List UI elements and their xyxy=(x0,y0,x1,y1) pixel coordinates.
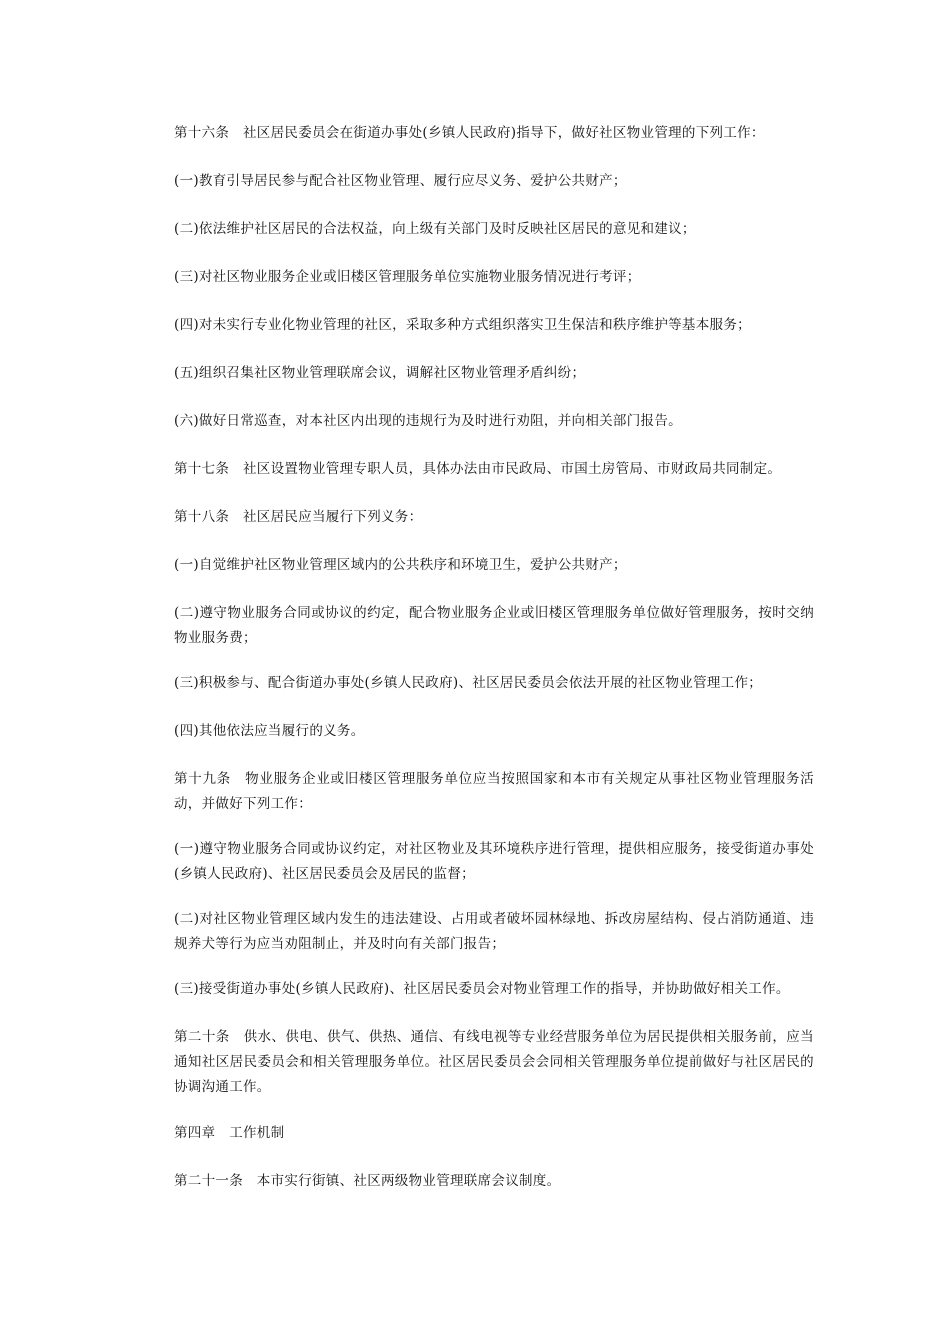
article-16-item-5: (五)组织召集社区物业管理联席会议，调解社区物业管理矛盾纠纷； xyxy=(174,365,586,381)
article-20: 第二十条 供水、供电、供气、供热、通信、有线电视等专业经营服务单位为居民提供相关服务前，应当通知社区居民委员会和相关管理服务单位。社区居民委员会会同相关管理服务单位提前做好与社区居民的协调沟通工作。 xyxy=(174,1029,814,1095)
article-19-item-1: (一)遵守物业服务合同或协议约定，对社区物业及其环境秩序进行管理，提供相应服务，接受街道办事处(乡镇人民政府)、社区居民委员会及居民的监督； xyxy=(174,841,814,882)
article-17: 第十七条 社区设置物业管理专职人员，具体办法由市民政局、市国土房管局、市财政局共同制定。 xyxy=(174,461,782,477)
article-19-item-2: (二)对社区物业管理区域内发生的违法建设、占用或者破坏园林绿地、拆改房屋结构、侵占消防通道、违规养犬等行为应当劝阻制止，并及时向有关部门报告； xyxy=(174,911,814,952)
article-18-item-2: (二)遵守物业服务合同或协议的约定，配合物业服务企业或旧楼区管理服务单位做好管理服务，按时交纳物业服务费； xyxy=(174,605,814,646)
article-16-item-2: (二)依法维护社区居民的合法权益，向上级有关部门及时反映社区居民的意见和建议； xyxy=(174,221,696,237)
article-16-item-6: (六)做好日常巡查，对本社区内出现的违规行为及时进行劝阻，并向相关部门报告。 xyxy=(174,413,682,429)
article-16-heading: 第十六条 社区居民委员会在街道办事处(乡镇人民政府)指导下，做好社区物业管理的下列工作： xyxy=(174,125,765,141)
chapter-4-heading: 第四章 工作机制 xyxy=(174,1125,285,1141)
article-19-heading: 第十九条 物业服务企业或旧楼区管理服务单位应当按照国家和本市有关规定从事社区物业管理服务活动，并做好下列工作： xyxy=(174,771,814,812)
article-18-heading: 第十八条 社区居民应当履行下列义务： xyxy=(174,509,423,525)
article-18-item-4: (四)其他依法应当履行的义务。 xyxy=(174,723,365,739)
article-16-item-4: (四)对未实行专业化物业管理的社区，采取多种方式组织落实卫生保洁和秩序维护等基本服务； xyxy=(174,317,751,333)
article-19-item-3: (三)接受街道办事处(乡镇人民政府)、社区居民委员会对物业管理工作的指导，并协助做好相关工作。 xyxy=(174,981,790,997)
article-16-item-3: (三)对社区物业服务企业或旧楼区管理服务单位实施物业服务情况进行考评； xyxy=(174,269,641,285)
article-18-item-3: (三)积极参与、配合街道办事处(乡镇人民政府)、社区居民委员会依法开展的社区物业管理工作； xyxy=(174,675,763,691)
article-18-item-1: (一)自觉维护社区物业管理区域内的公共秩序和环境卫生，爱护公共财产； xyxy=(174,557,627,573)
article-21: 第二十一条 本市实行街镇、社区两级物业管理联席会议制度。 xyxy=(174,1173,561,1189)
article-16-item-1: (一)教育引导居民参与配合社区物业管理、履行应尽义务、爱护公共财产； xyxy=(174,173,627,189)
